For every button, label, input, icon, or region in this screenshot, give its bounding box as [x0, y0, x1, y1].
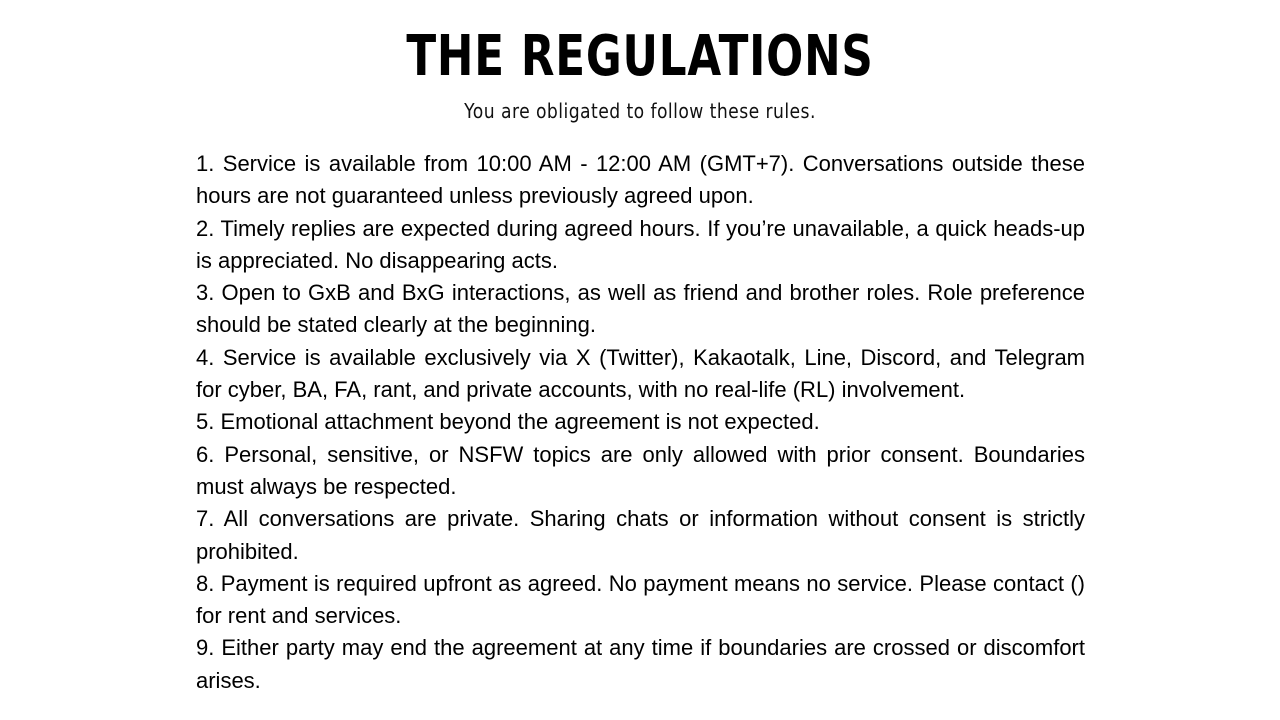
rules-list	[196, 148, 1085, 697]
rule-item-6: 6. Personal, sensitive, or NSFW topics are only allowed with prior consent. Boundaries must always be respected.	[196, 441, 1085, 499]
rule-item-9: 9. Either party may end the agreement at any time if boundaries are crossed or discomfort arises.	[196, 635, 1085, 693]
rule-item-8: 8. Payment is required upfront as agreed. No payment means no service. Please contact () for rent and services.	[196, 570, 1085, 629]
page-title: THE REGULATIONS	[406, 24, 874, 89]
rule-item-3: 3. Open to GxB and BxG interactions, as well as friend and brother roles. Role preference should be stated clearly at the beginning.	[196, 280, 1085, 338]
rule-item-5: 5. Emotional attachment beyond the agreement is not expected.	[196, 409, 820, 435]
rule-item-1: 1. Service is available from 10:00 AM - 12:00 AM (GMT+7). Conversations outside these hours are not guaranteed unless previously agreed upon.	[196, 151, 1085, 209]
rule-item-4: 4. Service is available exclusively via X (Twitter), Kakaotalk, Line, Discord, and Telegram for cyber, BA, FA, rant, and private accounts, with no real-life (RL) involvement.	[196, 344, 1085, 403]
page-subtitle: You are obligated to follow these rules.	[464, 99, 816, 123]
rule-item-2: 2. Timely replies are expected during agreed hours. If you’re unavailable, a quick heads-up is appreciated. No disappearing acts.	[196, 215, 1085, 273]
rule-item-7: 7. All conversations are private. Sharing chats or information without consent is strictly prohibited.	[196, 506, 1085, 564]
